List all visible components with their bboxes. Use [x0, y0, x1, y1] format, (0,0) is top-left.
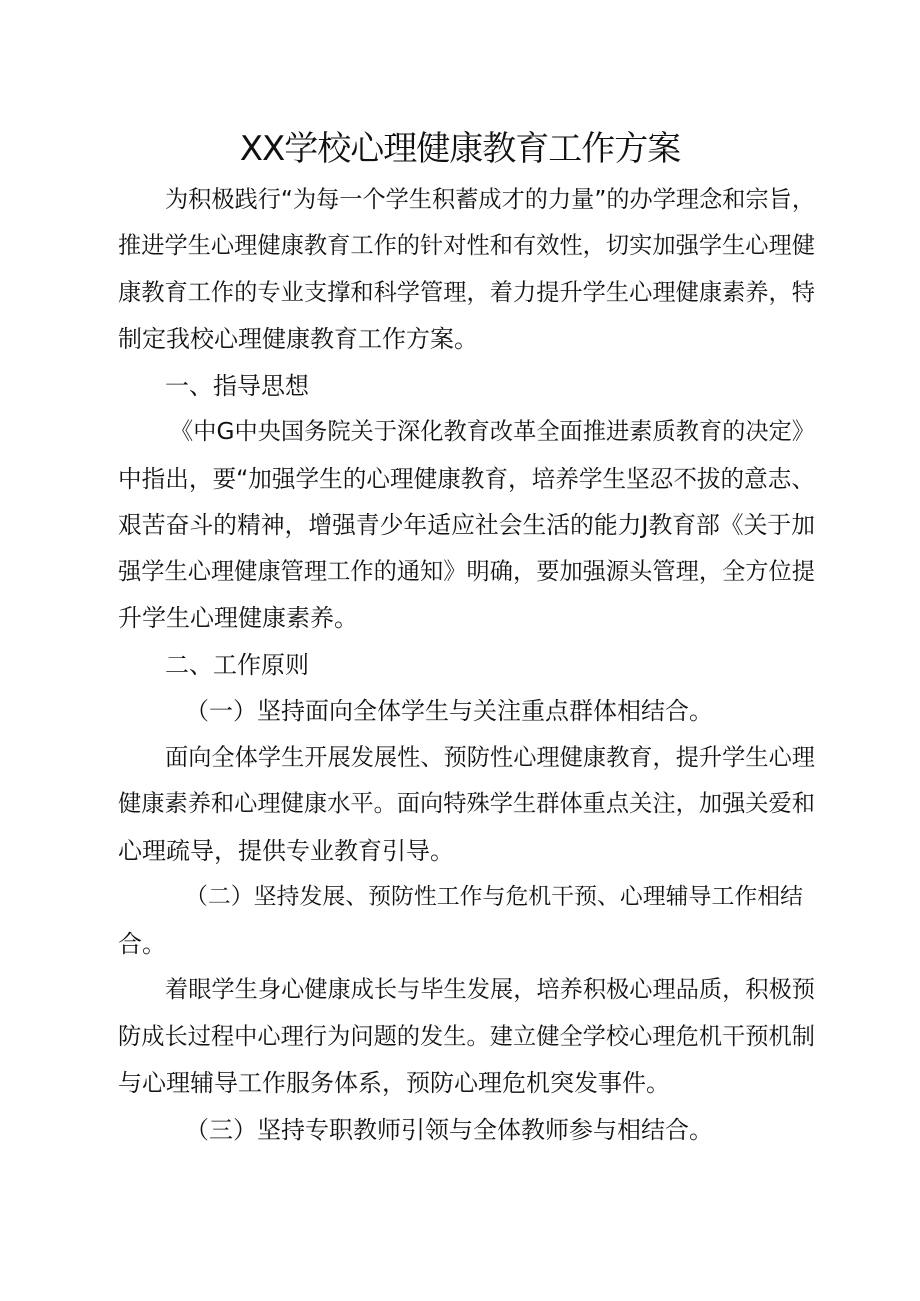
paragraph-line: 升学生心理健康素养。	[118, 604, 358, 632]
paragraph-line: 强学生心理健康管理工作的通知》明确，要加强源头管理，全方位提	[118, 558, 815, 585]
section-heading: 一、指导思想	[165, 372, 309, 400]
section-heading: 二、工作原则	[165, 651, 309, 679]
subsection-heading: （二）坚持发展、预防性工作与危机干预、心理辅导工作相结	[185, 884, 803, 910]
paragraph-line: 为积极践行“为每一个学生积蓄成才的力量”的办学理念和宗旨，	[165, 186, 815, 213]
paragraph-line: 心理疏导，提供专业教育引导。	[118, 837, 454, 865]
paragraph-line: 推进学生心理健康教育工作的针对性和有效性，切实加强学生心理健	[118, 232, 815, 259]
paragraph-line: 着眼学生身心健康成长与毕生发展，培养积极心理品质，积极预	[165, 976, 815, 1003]
paragraph-line: 中指出，要“加强学生的心理健康教育，培养学生坚忍不拔的意志、	[118, 465, 815, 493]
document-title: XX学校心理健康教育工作方案	[239, 129, 681, 169]
paragraph-line: 康教育工作的专业支撑和科学管理，着力提升学生心理健康素养，特	[118, 279, 815, 306]
subsection-heading: （三）坚持专职教师引领与全体教师参与相结合。	[185, 1116, 713, 1144]
subsection-heading: （一）坚持面向全体学生与关注重点群体相结合。	[185, 697, 713, 725]
paragraph-line: 防成长过程中心理行为问题的发生。建立健全学校心理危机干预机制	[118, 1023, 815, 1050]
paragraph-line: 健康素养和心理健康水平。面向特殊学生群体重点关注，加强关爱和	[118, 790, 815, 817]
paragraph-line: 面向全体学生开展发展性、预防性心理健康教育，提升学生心理	[165, 744, 815, 771]
subsection-heading-continued: 合。	[118, 930, 166, 958]
paragraph-line: 制定我校心理健康教育工作方案。	[118, 325, 478, 353]
paragraph-line: 艰苦奋斗的精神，增强青少年适应社会生活的能力J教育部《关于加	[118, 511, 815, 539]
paragraph-line: 《中G中央国务院关于深化教育改革全面推进素质教育的决定》	[170, 418, 815, 445]
paragraph-line: 与心理辅导工作服务体系，预防心理危机突发事件。	[118, 1069, 670, 1097]
